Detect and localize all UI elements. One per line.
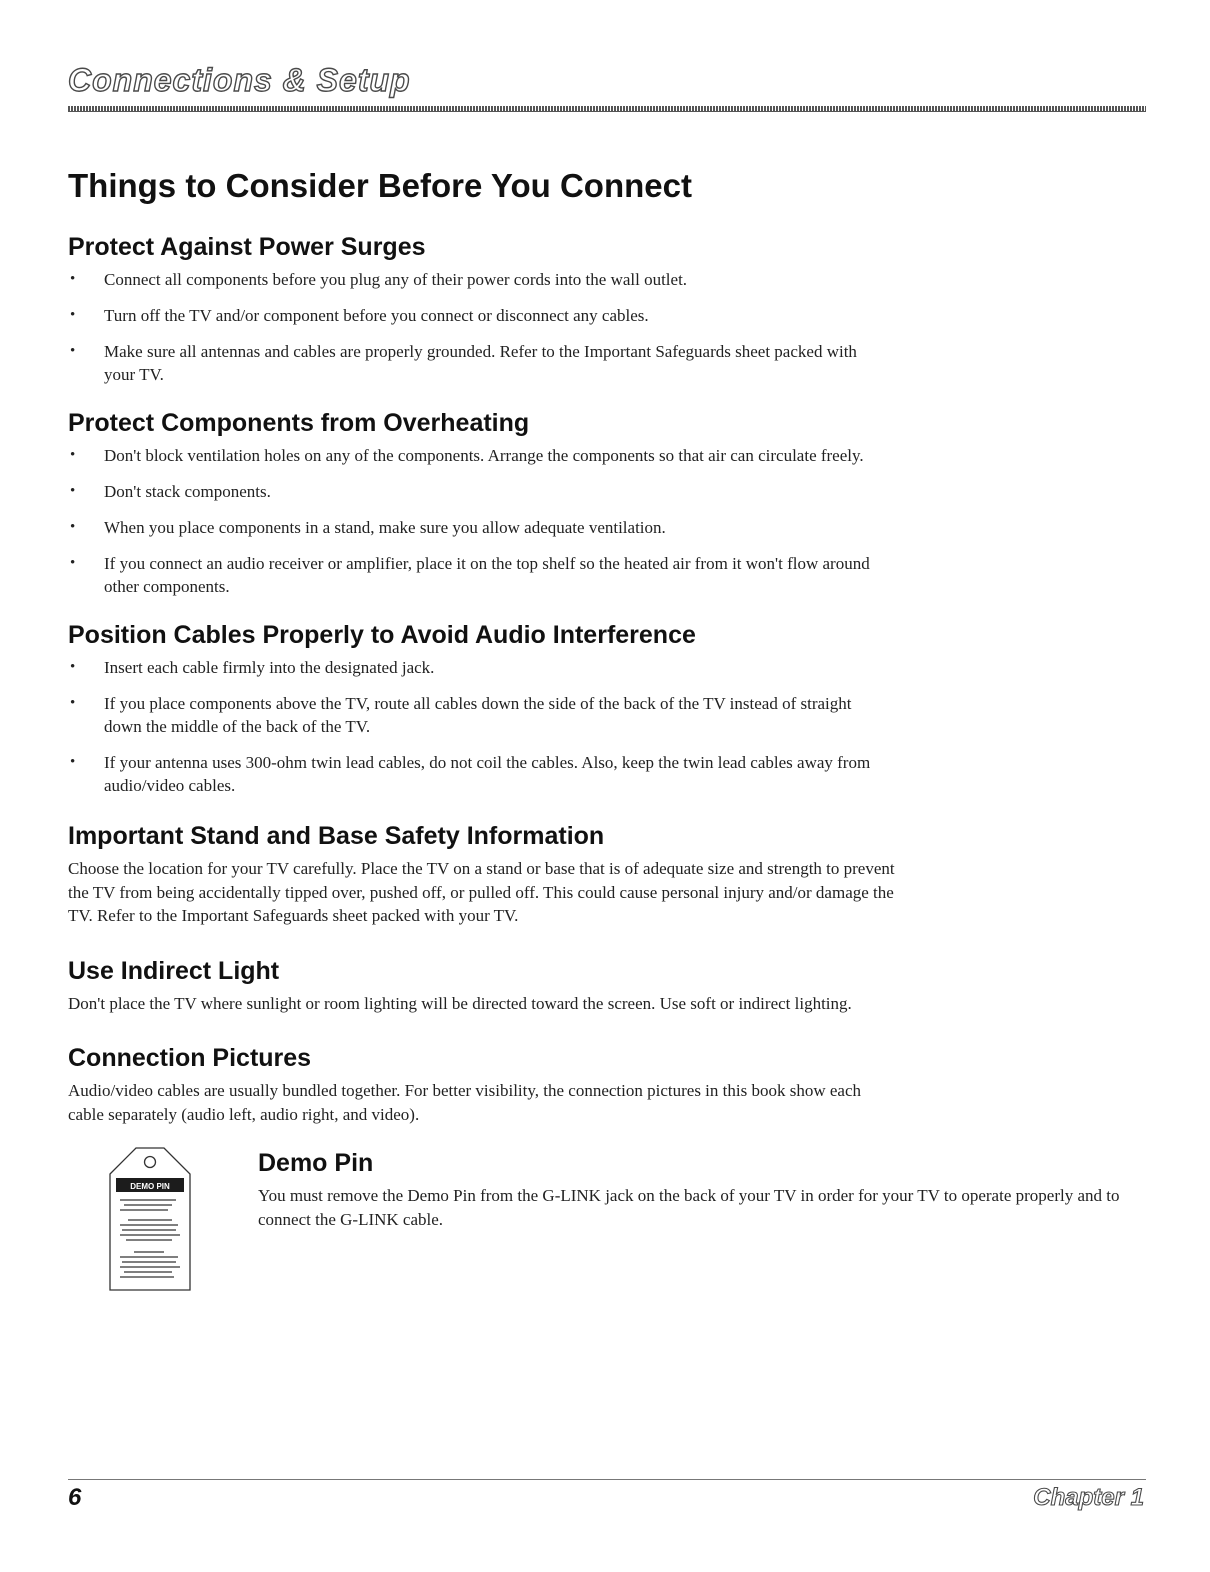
section-heading: Protect Components from Overheating xyxy=(68,409,530,437)
header-rule xyxy=(68,106,1146,112)
chapter-label: Chapter 1 xyxy=(1033,1484,1144,1511)
section-heading: Position Cables Properly to Avoid Audio Interference xyxy=(68,621,696,649)
section-stand-safety xyxy=(68,819,1146,928)
list-item: • Make sure all antennas and cables are properly grounded. Refer to the Important Safeguards sheet packed with your TV. xyxy=(68,340,888,386)
list-item: • Don't block ventilation holes on any of the components. Arrange the components so that air can circulate freely. xyxy=(68,444,888,467)
list-item: • If your antenna uses 300-ohm twin lead cables, do not coil the cables. Also, keep the twin lead cables away from audio/video cables. xyxy=(68,751,888,797)
section-text: Don't place the TV where sunlight or room lighting will be directed toward the screen. Use soft or indirect lighting. xyxy=(68,993,852,1013)
section-heading: Connection Pictures xyxy=(68,1044,312,1072)
list-item: • Don't stack components. xyxy=(68,480,888,503)
footer-rule xyxy=(68,1479,1146,1480)
section-heading: Use Indirect Light xyxy=(68,956,280,985)
list-item: • Connect all components before you plug any of their power cords into the wall outlet. xyxy=(68,268,888,291)
section-text: Audio/video cables are usually bundled together. For better visibility, the connection pictures in this book show each cable separately (audio left, audio right, and video). xyxy=(68,1081,861,1124)
section-indirect-light xyxy=(68,954,1146,1016)
page-header xyxy=(68,60,1146,112)
bullet-list xyxy=(68,444,888,598)
demo-text: You must remove the Demo Pin from the G-LINK jack on the back of your TV in order for your TV to operate properly and to connect the G-LINK cable. xyxy=(258,1186,1120,1229)
list-item: • If you connect an audio receiver or amplifier, place it on the top shelf so the heated air from it won't flow around other components. xyxy=(68,552,888,598)
demo-heading: Demo Pin xyxy=(258,1149,374,1177)
bullet-list xyxy=(68,656,888,797)
list-item: • Turn off the TV and/or component before you connect or disconnect any cables. xyxy=(68,304,888,327)
section-power-surges xyxy=(68,230,1146,386)
section-connection-pictures xyxy=(68,1041,1146,1126)
section-heading: Important Stand and Base Safety Information xyxy=(68,822,605,850)
list-item: • If you place components above the TV, route all cables down the side of the back of the TV instead of straight down the middle of the back of the TV. xyxy=(68,692,888,738)
bullet-list xyxy=(68,268,888,386)
section-cable-position xyxy=(68,618,1146,797)
page-title: Things to Consider Before You Connect xyxy=(68,167,692,204)
section-heading: Protect Against Power Surges xyxy=(68,233,426,261)
list-item: • Insert each cable firmly into the designated jack. xyxy=(68,656,888,679)
demo-pin-text-block xyxy=(258,1146,1148,1231)
main-content xyxy=(68,158,1146,1294)
demo-pin-tag-icon xyxy=(106,1144,194,1294)
page-number: 6 xyxy=(68,1484,82,1511)
section-overheating xyxy=(68,406,1146,598)
header-title: Connections & Setup xyxy=(68,62,411,98)
section-text: Choose the location for your TV carefully. Place the TV on a stand or base that is of adequate size and strength to prevent the TV from being accidentally tipped over, pushed off, or pulled off. This could cause personal injury and/or damage the TV. Refer to the Important Safeguards sheet packed with your TV. xyxy=(68,859,895,925)
demo-pin-callout xyxy=(68,1144,1146,1294)
tag-label: DEMO PIN xyxy=(130,1182,170,1191)
list-item: • When you place components in a stand, make sure you allow adequate ventilation. xyxy=(68,516,888,539)
